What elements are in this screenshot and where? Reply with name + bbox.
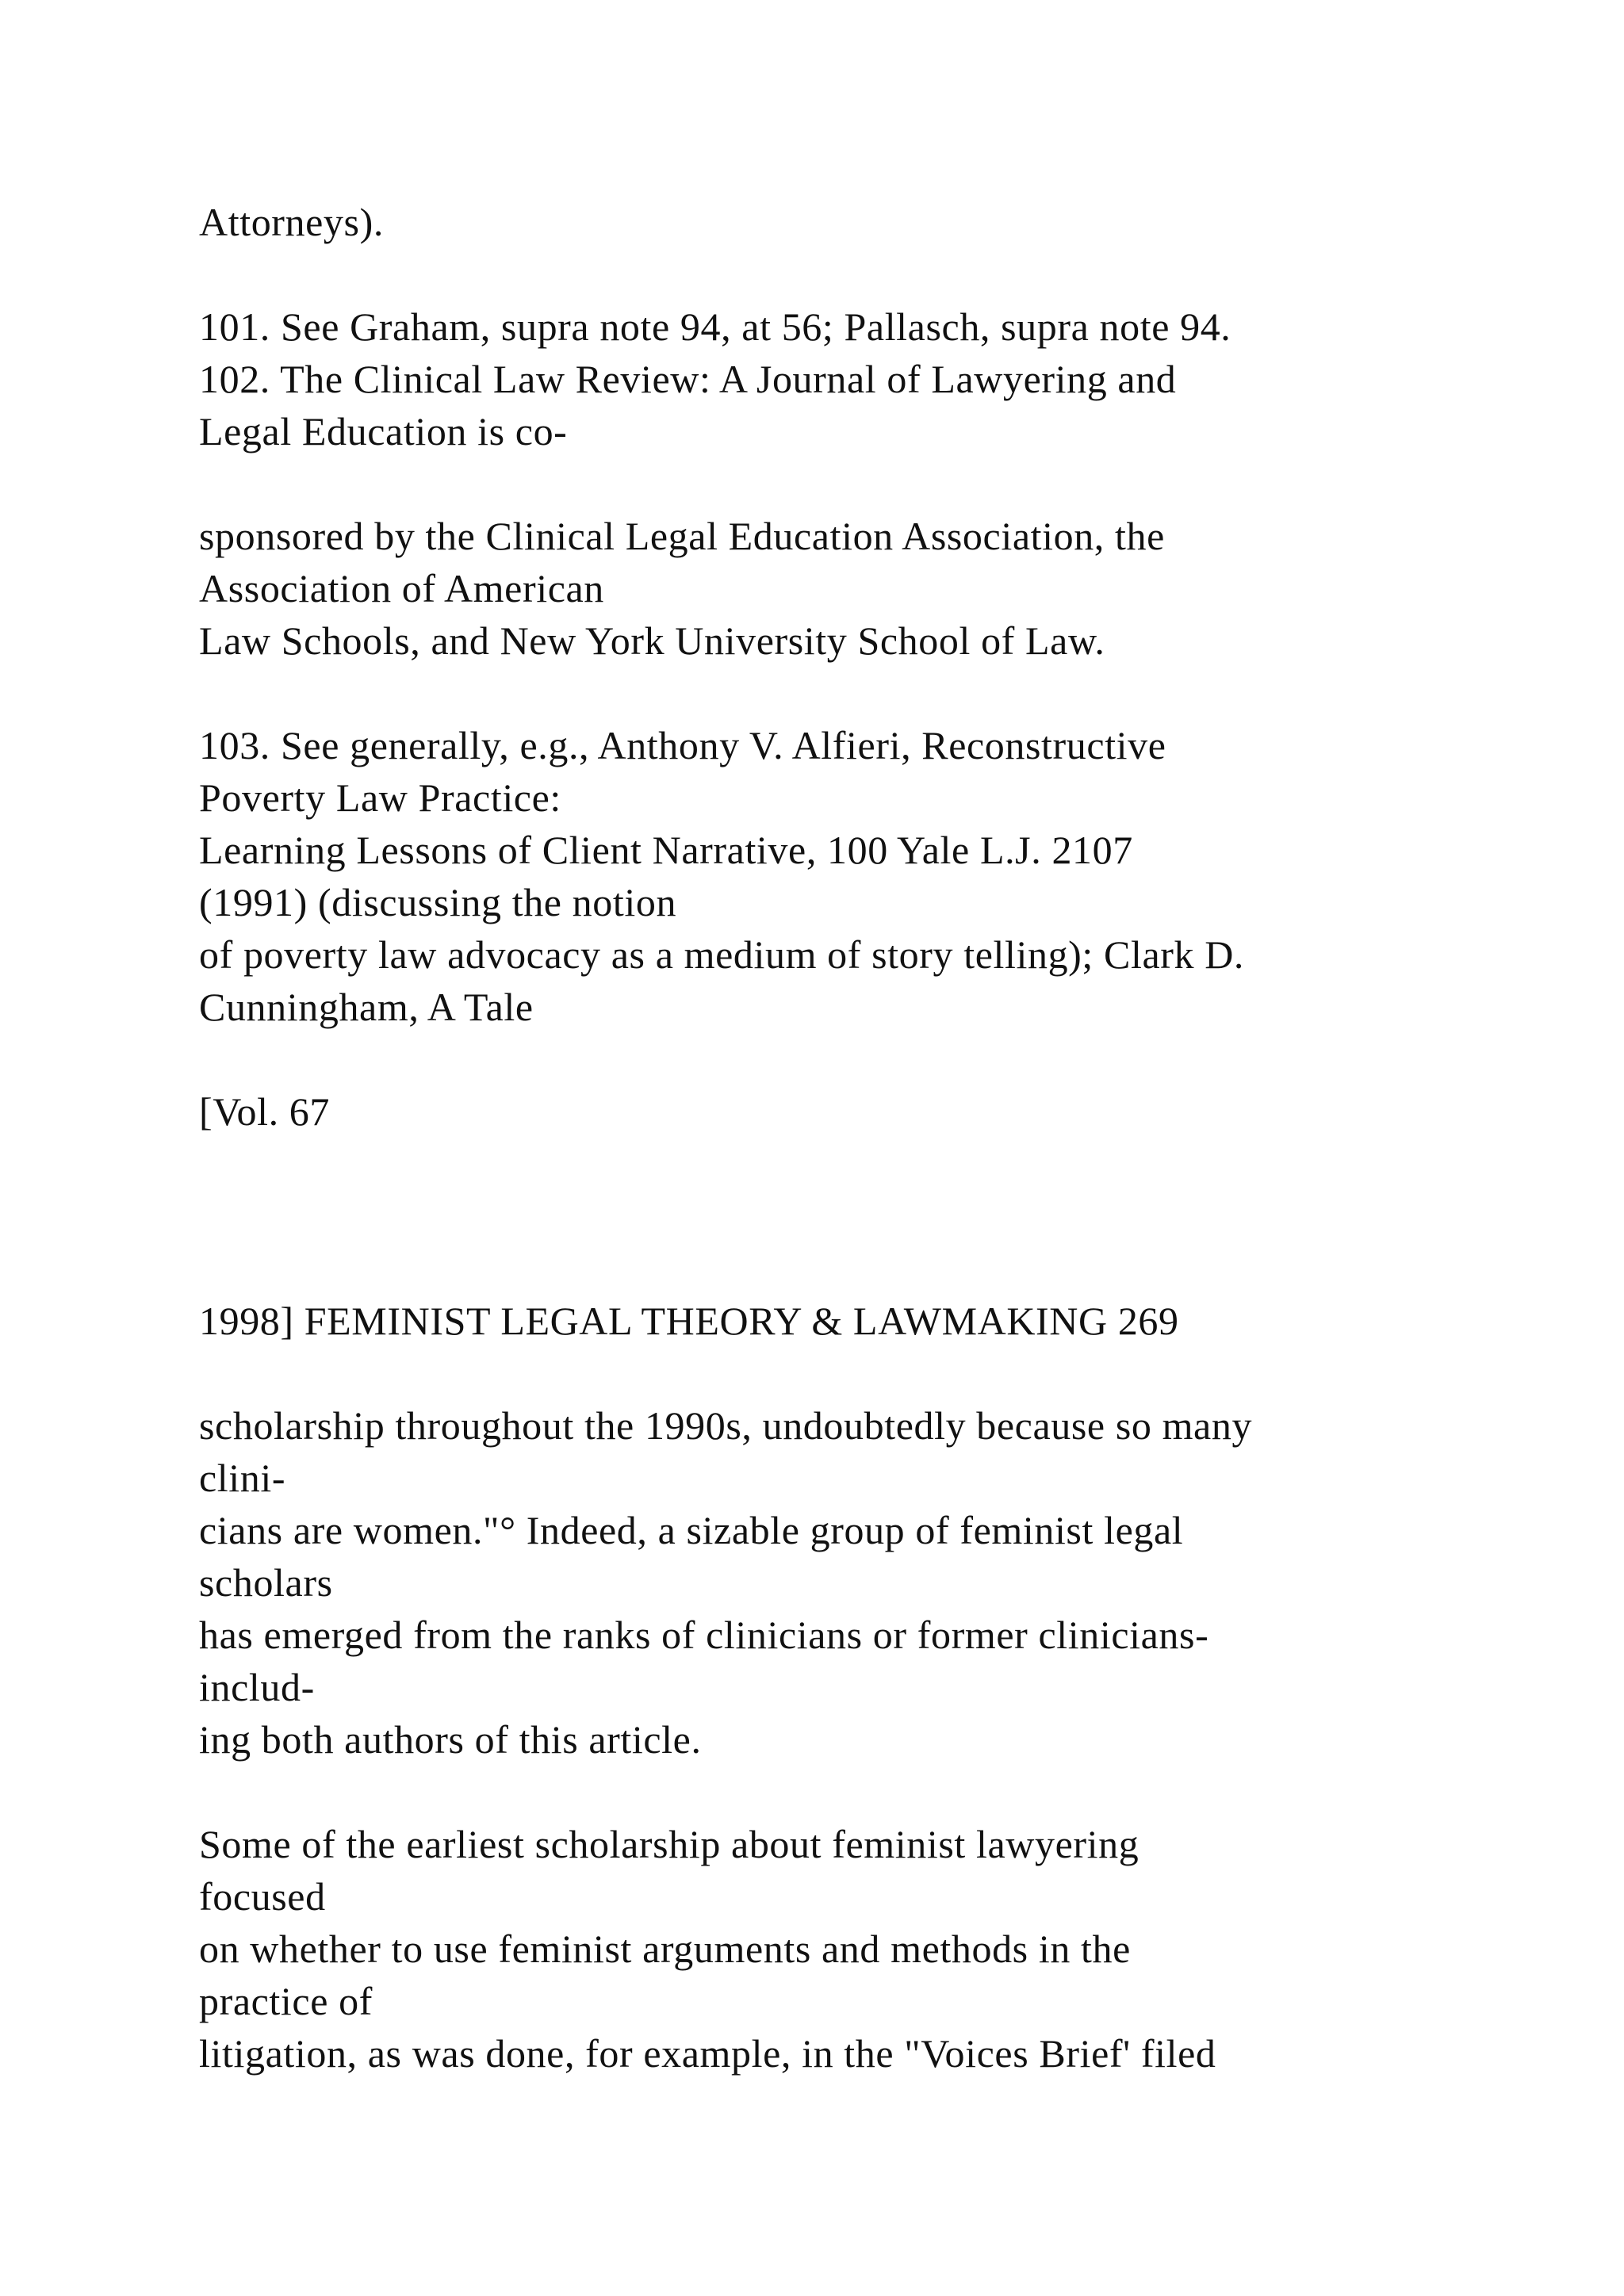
text-line: Poverty Law Practice: <box>199 775 561 820</box>
text-line: on whether to use feminist arguments and methods in the <box>199 1927 1131 1971</box>
text-line: ing both authors of this article. <box>199 1717 702 1762</box>
text-line: 101. See Graham, supra note 94, at 56; Pallasch, supra note 94. <box>199 304 1231 349</box>
text-line: scholarship throughout the 1990s, undoubtedly because so many <box>199 1403 1253 1448</box>
text-line: 103. See generally, e.g., Anthony V. Alfieri, Reconstructive <box>199 723 1166 767</box>
running-header: 1998] FEMINIST LEGAL THEORY & LAWMAKING 269 <box>199 1299 1179 1343</box>
text-line: has emerged from the ranks of clinicians or former clinicians- <box>199 1613 1209 1657</box>
text-line: focused <box>199 1874 326 1919</box>
text-line: of poverty law advocacy as a medium of story telling); Clark D. <box>199 932 1244 977</box>
text-line: sponsored by the Clinical Legal Education Association, the <box>199 514 1165 558</box>
text-line: Some of the earliest scholarship about feminist lawyering <box>199 1822 1139 1866</box>
text-line: clini- <box>199 1456 286 1500</box>
text-line: Association of American <box>199 566 604 610</box>
text-line: Cunningham, A Tale <box>199 985 534 1029</box>
text-line: (1991) (discussing the notion <box>199 880 677 924</box>
text-line: Law Schools, and New York University School of Law. <box>199 618 1105 663</box>
text-line: cians are women."° Indeed, a sizable group of feminist legal <box>199 1508 1184 1552</box>
text-line: Attorneys). <box>199 200 384 244</box>
volume-marker: [Vol. 67 <box>199 1089 331 1134</box>
text-line: includ- <box>199 1665 315 1709</box>
text-line: scholars <box>199 1560 333 1605</box>
text-line: litigation, as was done, for example, in the "Voices Brief' filed <box>199 2031 1216 2076</box>
text-line: practice of <box>199 1979 373 2023</box>
text-line: Legal Education is co- <box>199 409 568 453</box>
text-line: 102. The Clinical Law Review: A Journal of Lawyering and <box>199 357 1177 401</box>
text-line: Learning Lessons of Client Narrative, 100 Yale L.J. 2107 <box>199 828 1133 872</box>
